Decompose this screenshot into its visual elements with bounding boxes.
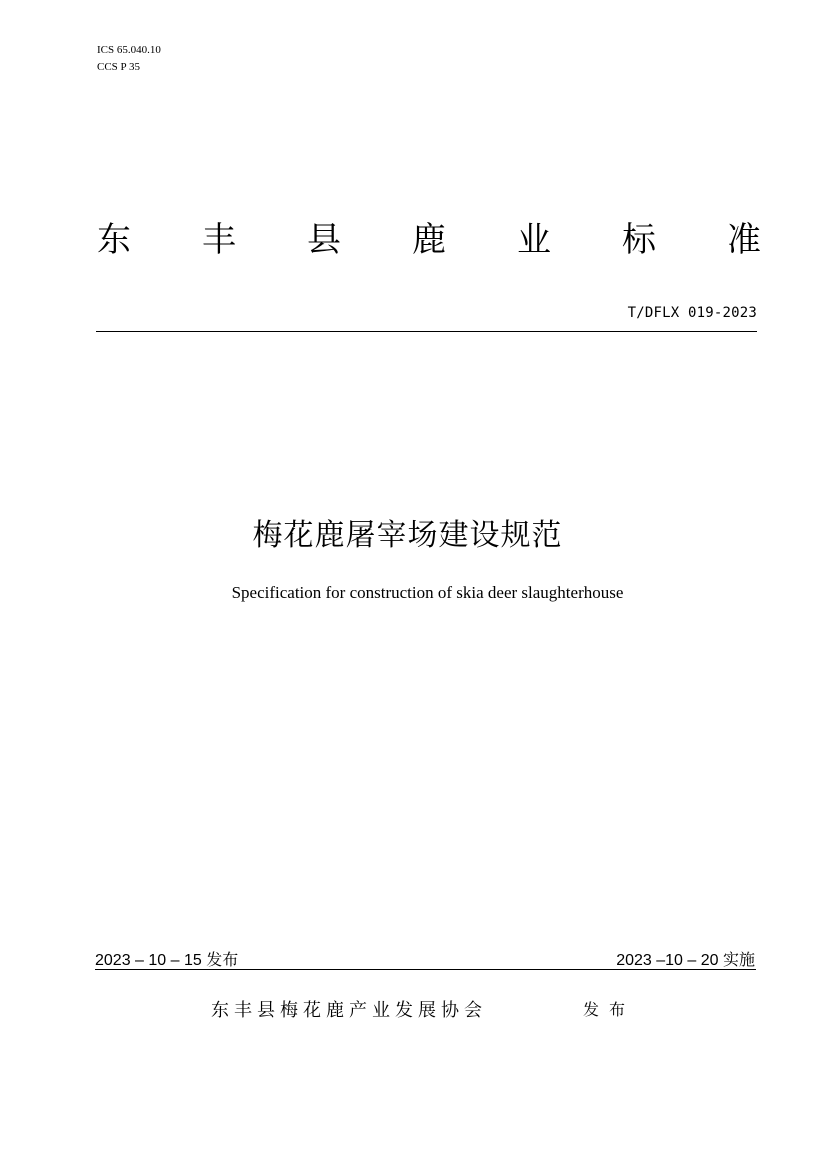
classification-codes	[97, 42, 161, 76]
publisher-suffix: 发布	[583, 1000, 636, 1019]
standard-title-char: 丰	[202, 219, 236, 260]
standard-title-char: 准	[727, 219, 761, 260]
publish-date: 2023 – 10 – 15 发布	[95, 952, 239, 969]
publisher-name: 东丰县梅花鹿产业发展协会	[211, 1000, 487, 1021]
document-title-english: Specification for construction of skia deer slaughterhouse	[231, 583, 624, 602]
standard-category-title	[97, 216, 761, 260]
ccs-code: CCS P 35	[97, 61, 141, 73]
standard-number: T/DFLX 019-2023	[627, 305, 757, 321]
standard-title-char: 县	[307, 219, 341, 260]
standard-title-char: 业	[517, 219, 551, 260]
standard-title-char: 鹿	[412, 219, 446, 260]
header-divider	[96, 331, 757, 332]
standard-title-char: 东	[97, 219, 131, 260]
document-title-chinese: 梅花鹿屠宰场建设规范	[252, 518, 563, 553]
standard-title-char: 标	[622, 219, 656, 260]
footer-divider	[95, 969, 756, 970]
implement-date: 2023 –10 – 20 实施	[616, 952, 755, 969]
ics-code: ICS 65.040.10	[97, 44, 161, 56]
